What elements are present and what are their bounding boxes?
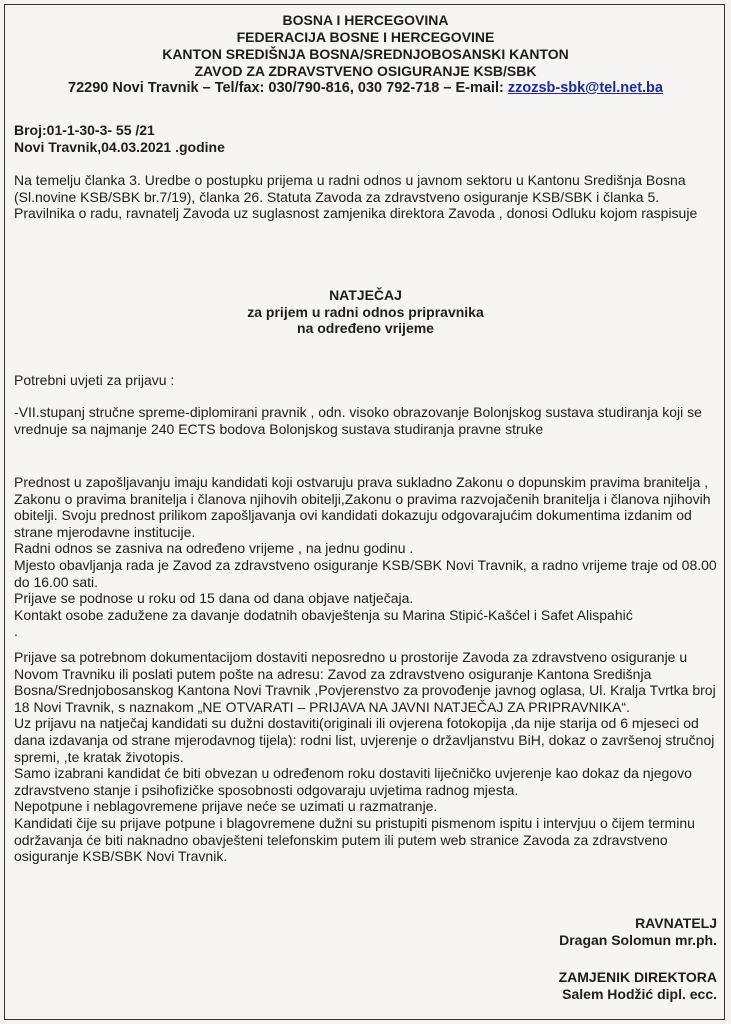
paragraphs-group-a (14, 474, 719, 640)
header-contact (0, 80, 731, 97)
signature-role-deputy: ZAMJENIK DIREKTORA (558, 969, 717, 985)
signature-deputy (559, 969, 717, 1003)
paragraph-contact-persons: Kontakt osobe zadužene za davanje dodatnih obavještenja su Marina Stipić-Kašćel i Safet Alispahić (14, 606, 633, 623)
notice-title (0, 287, 731, 337)
paragraph-submission: Prijave sa potrebnom dokumentacijom dostaviti neposredno u prostorije Zavoda za zdravstveno osiguranje u Novom Travniku ili poslati putem pošte na adresu: Zavod za zdravstveno osiguranje Kantona Središnja Bosna/Srednjobosanskog Kantona Novi Travnik ,Povjerenstvo za provođenje javnog oglasa, Ul. Kralja Tvrtka broj 18 Novi Travnik, s naznakom „NE OTVARATI – PRIJAVA NA JAVNI NATJEČAJ ZA PRIPRAVNIKA“. (14, 649, 716, 715)
paragraph-exam: Kandidati čije su prijave potpune i blagovremene dužni su pristupiti pismenom ispitu i intervjuu o čijem terminu održavanja će biti naknadno obavješteni telefonskim putem ili putem web stranice Zavoda za zdravstveno osiguranje KSB/SBK Novi Travnik. (14, 814, 695, 865)
paragraph-medical: Samo izabrani kandidat će biti obvezan u određenom roku dostaviti liječničko uvjerenje kao dokaz da njegovo zdravstveno stanje i psihofizičke sposobnosti odgovaraju uvjetima radnog mjesta. (14, 765, 692, 798)
condition-item: -VII.stupanj stručne spreme-diplomirani pravnik , odn. visoko obrazovanje Bolonjskog sustava studiranja koji se vrednuje sa najmanje 240 ECTS bodova Bolonjskog sustava studiranja pravne struke (14, 404, 702, 437)
header-contact-text: 72290 Novi Travnik – Tel/fax: 030/790-816, 030 792-718 – E-mail: (68, 80, 504, 96)
document-header (0, 12, 731, 97)
signature-director (559, 915, 717, 949)
signature-name-director: Dragan Solomun mr.ph. (559, 932, 717, 948)
paragraph-dot: . (14, 623, 18, 640)
notice-title-sub2: na određeno vrijeme (297, 320, 434, 337)
paragraph-documents: Uz prijavu na natječaj kandidati su dužni dostaviti(originali ili ovjerena fotokopija ,da nije starija od 6 mjeseci od dana izdavanja od strane mjerodavnog tijela): rodni list, uvjerenje o državljanstvu BiH, dokaz o završenoj stručnoj spremi, ,te kratak životopis. (14, 715, 715, 765)
reference-number: Broj:01-1-30-3- 55 /21 (14, 122, 155, 138)
paragraphs-group-b (14, 649, 719, 865)
header-line-canton: KANTON SREDIŠNJA BOSNA/SREDNJOBOSANSKI KANTON (162, 46, 569, 62)
reference-place-date: Novi Travnik,04.03.2021 .godine (14, 138, 225, 155)
conditions-heading: Potrebni uvjeti za prijavu : (14, 372, 175, 388)
paragraph-incomplete: Nepotpune i neblagovremene prijave neće se uzimati u razmatranje. (14, 798, 438, 815)
intro-paragraph: Na temelju članka 3. Uredbe o postupku prijema u radni odnos u javnom sektoru u Kantonu Središnja Bosna (Sl.novine KSB/SBK br.7/19), članka 26. Statuta Zavoda za zdravstveno osiguranje KSB/SBK i članka 5. Pravilnika o radu, ravnatelj Zavoda uz suglasnost zamjenika direktora Zavoda , donosi Odluku kojom raspisuje (14, 172, 698, 222)
header-email-link[interactable]: zzozsb-sbk@tel.net.ba (507, 80, 663, 96)
header-line-federation: FEDERACIJA BOSNE I HERCEGOVINE (236, 29, 495, 45)
paragraph-duration: Radni odnos se zasniva na određeno vrijeme , na jednu godinu . (14, 540, 414, 557)
paragraph-deadline: Prijave se podnose u roku od 15 dana od dana objave natječaja. (14, 590, 414, 607)
reference-block (14, 122, 719, 155)
notice-title-main: NATJEČAJ (329, 287, 402, 303)
signature-name-deputy: Salem Hodžić dipl. ecc. (562, 986, 717, 1002)
paragraph-priority: Prednost u zapošljavanju imaju kandidati koji ostvaruju prava sukladno Zakonu o dopunskim pravima branitelja , Zakonu o pravima branitelja i članova njihovih obitelji,Zakonu o pravima razvojačenih branitelja i članova njihovih obitelji. Svoju prednost prilikom zapošljavanja ovi kandidati dokazuju odgovarajućim dokumentima izdanim od strane mjerodavne institucije. (14, 474, 711, 540)
paragraph-workplace: Mjesto obavljanja rada je Zavod za zdravstveno osiguranje KSB/SBK Novi Travnik, a radno vrijeme traje od 08.00 do 16.00 sati. (14, 556, 717, 590)
header-line-country: BOSNA I HERCEGOVINA (282, 12, 449, 28)
signature-role-director: RAVNATELJ (635, 915, 717, 931)
header-line-institution: ZAVOD ZA ZDRAVSTVENO OSIGURANJE KSB/SBK (194, 63, 537, 79)
notice-title-sub1: za prijem u radni odnos pripravnika (247, 303, 484, 320)
